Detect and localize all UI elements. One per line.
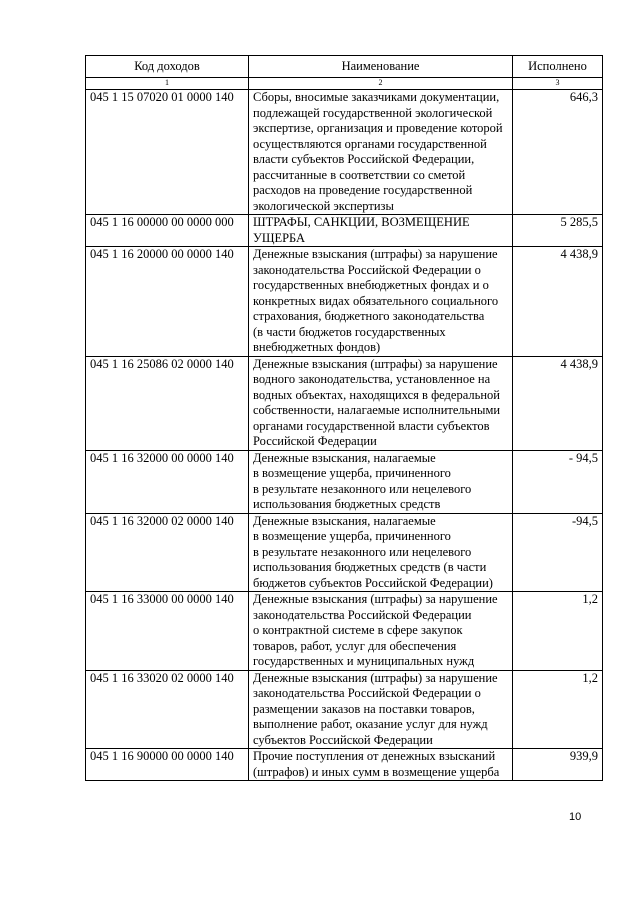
revenue-name-line: в возмещение ущерба, причиненного xyxy=(253,529,451,543)
revenue-name-line: Денежные взыскания (штрафы) за нарушение xyxy=(253,247,498,261)
column-number-1: 1 xyxy=(86,78,249,90)
executed-amount-cell: 646,3 xyxy=(513,90,603,215)
revenue-name-line: Денежные взыскания (штрафы) за нарушение xyxy=(253,592,498,606)
revenue-name-line: внебюджетных фондов) xyxy=(253,340,381,354)
revenue-name-cell xyxy=(249,356,513,450)
executed-amount-cell: - 94,5 xyxy=(513,450,603,513)
revenue-name-line: подлежащей государственной экологической xyxy=(253,105,493,120)
column-number-row xyxy=(86,78,603,90)
revenue-name-line: (в части бюджетов государственных xyxy=(253,324,446,339)
revenue-name-line: субъектов Российской Федерации xyxy=(253,732,433,747)
revenue-name-cell xyxy=(249,247,513,357)
revenue-name-line: законодательства Российской Федерации о xyxy=(253,262,481,277)
table-row xyxy=(86,450,603,513)
revenue-code-cell: 045 1 16 90000 00 0000 140 xyxy=(86,749,249,781)
revenue-name-cell xyxy=(249,90,513,215)
table-row xyxy=(86,356,603,450)
executed-amount-cell: 1,2 xyxy=(513,670,603,749)
table-row xyxy=(86,592,603,671)
revenue-name-line: в результате незаконного или нецелевого xyxy=(253,481,472,496)
revenue-name-cell xyxy=(249,670,513,749)
revenue-name-line: водных объектах, находящихся в федеральной xyxy=(253,387,500,402)
header-row xyxy=(86,56,603,78)
executed-amount-cell: 939,9 xyxy=(513,749,603,781)
revenue-name-line: законодательства Российской Федерации xyxy=(253,607,472,622)
revenue-code-cell: 045 1 16 25086 02 0000 140 xyxy=(86,356,249,450)
revenue-name-line: бюджетов субъектов Российской Федерации) xyxy=(253,575,493,590)
executed-amount-cell: 5 285,5 xyxy=(513,215,603,247)
revenue-name-line: органами государственной власти субъектов xyxy=(253,418,490,433)
revenue-name-line: товаров, работ, услуг для обеспечения xyxy=(253,638,457,653)
executed-amount-cell: -94,5 xyxy=(513,513,603,592)
header-code: Код доходов xyxy=(86,56,249,78)
revenue-name-line: Российской Федерации xyxy=(253,434,377,448)
revenue-name-cell xyxy=(249,450,513,513)
revenue-name-line: власти субъектов Российской Федерации, xyxy=(253,152,475,166)
revenue-name-line: УЩЕРБА xyxy=(253,230,306,245)
revenue-name-line: о контрактной системе в сфере закупок xyxy=(253,623,463,637)
revenue-name-cell xyxy=(249,513,513,592)
table-row xyxy=(86,513,603,592)
revenue-name-line: размещении заказов на поставки товаров, xyxy=(253,701,475,716)
revenue-name-cell xyxy=(249,592,513,671)
revenue-name-line: Денежные взыскания (штрафы) за нарушение xyxy=(253,670,498,685)
revenue-name-line: использования бюджетных средств (в части xyxy=(253,560,487,574)
revenue-name-line: выполнение работ, оказание услуг для нужд xyxy=(253,717,488,731)
revenue-name-line: осуществляются органами государственной xyxy=(253,136,487,151)
revenue-name-line: в возмещение ущерба, причиненного xyxy=(253,466,451,480)
revenue-table xyxy=(85,55,603,781)
revenue-name-line: конкретных видах обязательного социального xyxy=(253,293,499,308)
revenue-name-line: (штрафов) и иных сумм в возмещение ущерба xyxy=(253,764,500,779)
header-executed: Исполнено xyxy=(513,56,603,78)
revenue-name-line: Денежные взыскания, налагаемые xyxy=(253,513,436,528)
revenue-name-line: Денежные взыскания (штрафы) за нарушение xyxy=(253,356,498,371)
revenue-name-line: рассчитанные в соответствии со сметой xyxy=(253,167,466,182)
revenue-name-line: страхования, бюджетного законодательства xyxy=(253,309,485,323)
revenue-name-line: Денежные взыскания, налагаемые xyxy=(253,450,436,465)
revenue-name-line: государственных и муниципальных нужд xyxy=(253,654,475,668)
revenue-name-line: государственных внебюджетных фондах и о xyxy=(253,278,489,292)
revenue-code-cell: 045 1 16 32000 02 0000 140 xyxy=(86,513,249,592)
revenue-code-cell: 045 1 16 32000 00 0000 140 xyxy=(86,450,249,513)
revenue-code-cell: 045 1 16 33000 00 0000 140 xyxy=(86,592,249,671)
table-body xyxy=(86,90,603,781)
column-number-2: 2 xyxy=(249,78,513,90)
revenue-name-line: расходов на проведение государственной xyxy=(253,183,473,197)
table-row xyxy=(86,90,603,215)
table-row xyxy=(86,215,603,247)
revenue-name-line: водного законодательства, установленное на xyxy=(253,372,491,386)
revenue-code-cell: 045 1 16 33020 02 0000 140 xyxy=(86,670,249,749)
revenue-name-line: Сборы, вносимые заказчиками документации, xyxy=(253,90,500,104)
revenue-name-cell xyxy=(249,215,513,247)
executed-amount-cell: 1,2 xyxy=(513,592,603,671)
executed-amount-cell: 4 438,9 xyxy=(513,247,603,357)
revenue-name-line: законодательства Российской Федерации о xyxy=(253,686,481,700)
revenue-name-line: использования бюджетных средств xyxy=(253,497,441,511)
page-number: 10 xyxy=(569,811,582,823)
column-number-3: 3 xyxy=(513,78,603,90)
revenue-name-line: экспертизе, организация и проведение которой xyxy=(253,121,503,135)
revenue-code-cell: 045 1 16 20000 00 0000 140 xyxy=(86,247,249,357)
revenue-name-line: собственности, налагаемые исполнительными xyxy=(253,403,501,417)
table-row xyxy=(86,670,603,749)
revenue-code-cell: 045 1 15 07020 01 0000 140 xyxy=(86,90,249,215)
revenue-name-line: Прочие поступления от денежных взысканий xyxy=(253,749,496,763)
revenue-name-line: ШТРАФЫ, САНКЦИИ, ВОЗМЕЩЕНИЕ xyxy=(253,215,470,229)
executed-amount-cell: 4 438,9 xyxy=(513,356,603,450)
revenue-name-line: в результате незаконного или нецелевого xyxy=(253,544,472,559)
table-row xyxy=(86,749,603,781)
revenue-name-line: экологической экспертизы xyxy=(253,198,394,213)
revenue-code-cell: 045 1 16 00000 00 0000 000 xyxy=(86,215,249,247)
header-name: Наименование xyxy=(249,56,513,78)
revenue-name-cell xyxy=(249,749,513,781)
table-row xyxy=(86,247,603,357)
